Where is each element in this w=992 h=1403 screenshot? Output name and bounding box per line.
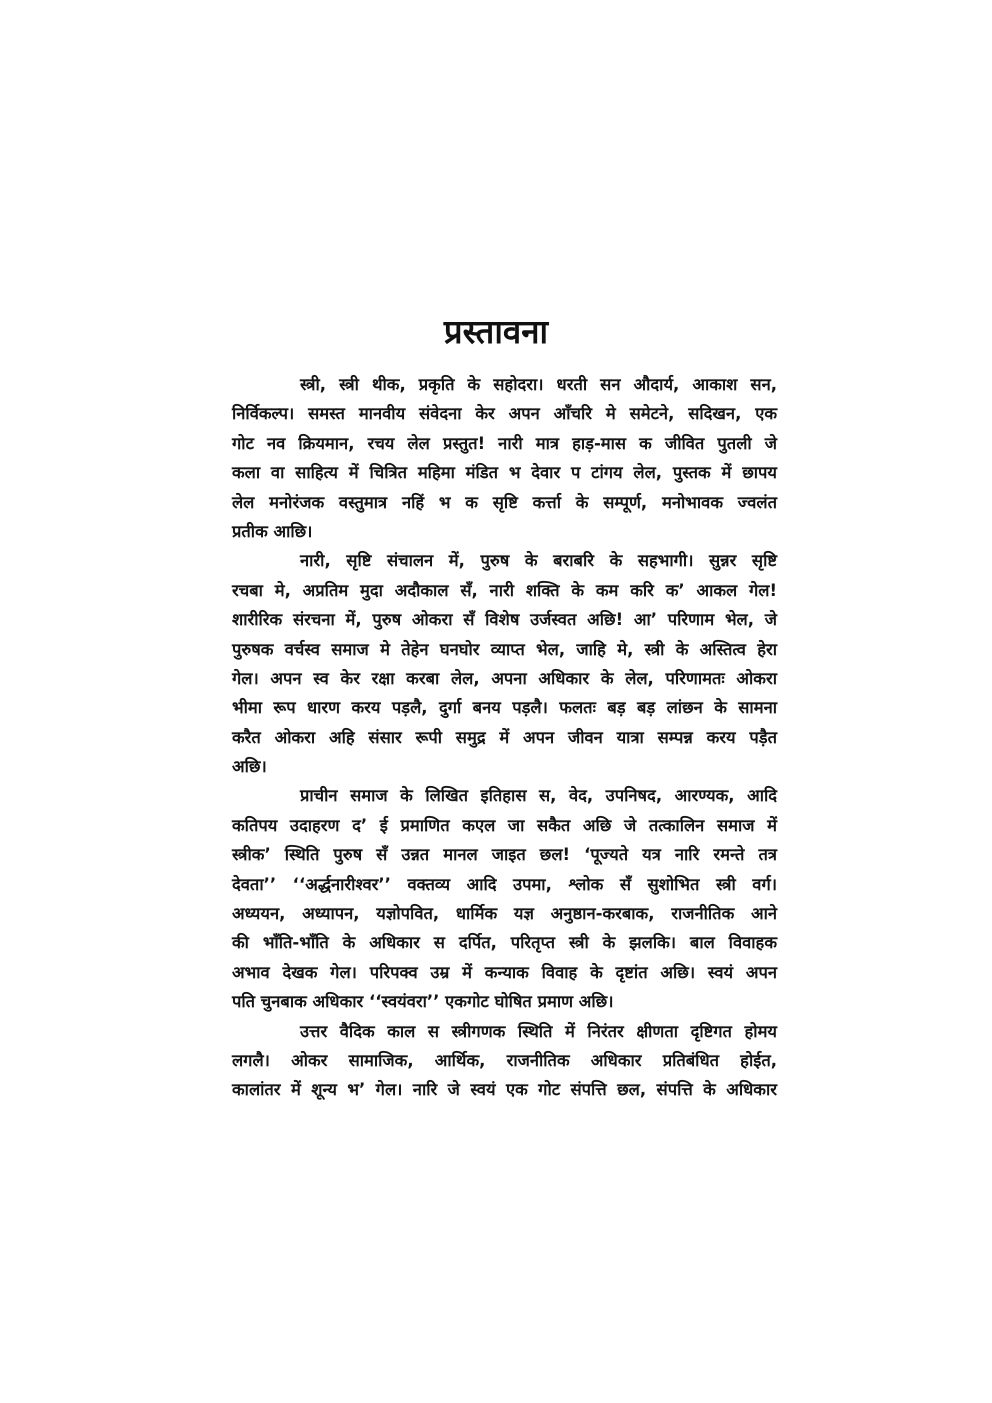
- text-line: करैत ओकरा अहि संसार रूपी समुद्र में अपन जीवन यात्रा सम्पन्न करय पड़ैत: [232, 727, 777, 747]
- text-line: लेल मनोरंजक वस्तुमात्र नहिं भ क सृष्टि कर्त्ता के सम्पूर्ण, मनोभावक ज्वलंत: [232, 492, 777, 512]
- text-line: उत्तर वैदिक काल स स्त्रीगणक स्थिति में निरंतर क्षीणता दृष्टिगत होमय: [300, 1021, 777, 1041]
- text-line: निर्विकल्प। समस्त मानवीय संवेदना केर अपन आँचरि मे समेटने, सदिखन, एक: [232, 404, 777, 424]
- text-line: प्रतीक आछि।: [232, 521, 313, 541]
- text-line: लगलै। ओकर सामाजिक, आर्थिक, राजनीतिक अधिकार प्रतिबंधित होईत,: [232, 1050, 777, 1070]
- page-title: प्रस्तावना: [443, 312, 549, 351]
- text-line: स्त्री, स्त्री थीक, प्रकृति के सहोदरा। धरती सन औदार्य, आकाश सन,: [300, 375, 777, 394]
- text-line: पति चुनबाक अधिकार ‘‘स्वयंवरा’’ एकगोट घोषित प्रमाण अछि।: [232, 992, 614, 1012]
- text-line: भीमा रूप धारण करय पड़लै, दुर्गा बनय पड़लै। फलतः बड़ बड़ लांछन के सामना: [232, 698, 777, 718]
- text-line: रचबा मे, अप्रतिम मुदा अदौकाल सँ, नारी शक्ति के कम करि क’ आकल गेल!: [232, 580, 777, 600]
- text-line: देवता’’ ‘‘अर्द्धनारीश्वर’’ वक्तव्य आदि उपमा, श्लोक सँ सुशोभित स्त्री वर्ग।: [232, 874, 777, 894]
- text-line: कालांतर में शून्य भ’ गेल। नारि जे स्वयं एक गोट संपत्ति छल, संपत्ति के अधिकार: [232, 1080, 777, 1100]
- body-text: [232, 370, 777, 1105]
- text-line: अभाव देखक गेल। परिपक्व उम्र में कन्याक विवाह के दृष्टांत अछि। स्वयं अपन: [232, 962, 777, 982]
- text-line: कतिपय उदाहरण द’ ई प्रमाणित कएल जा सकैत अछि जे तत्कालिन समाज में: [232, 815, 777, 835]
- text-line: स्त्रीक’ स्थिति पुरुष सँ उन्नत मानल जाइत छल! ‘पूज्यते यत्र नारि रमन्ते तत्र: [232, 845, 777, 865]
- text-line: शारीरिक संरचना में, पुरुष ओकरा सँ विशेष उर्जस्वत अछि! आ’ परिणाम भेल, जे: [232, 610, 777, 630]
- text-line: कला वा साहित्य में चित्रित महिमा मंडित भ देवार प टांगय लेल, पुस्तक में छापय: [232, 463, 777, 483]
- text-line: गोट नव क्रियमान, रचय लेल प्रस्तुत! नारी मात्र हाड़-मास क जीवित पुतली जे: [232, 433, 777, 453]
- text-line: अछि।: [232, 757, 267, 777]
- text-line: नारी, सृष्टि संचालन में, पुरुष के बराबरि के सहभागी। सुन्नर सृष्टि: [300, 551, 777, 571]
- text-line: गेल। अपन स्व केर रक्षा करबा लेल, अपना अधिकार के लेल, परिणामतः ओकरा: [232, 668, 777, 688]
- text-line: प्राचीन समाज के लिखित इतिहास स, वेद, उपनिषद, आरण्यक, आदि: [300, 786, 777, 806]
- text-line: की भाँति-भाँति के अधिकार स दर्पित, परितृप्त स्त्री के झलकि। बाल विवाहक: [232, 933, 777, 953]
- text-line: अध्ययन, अध्यापन, यज्ञोपवित, धार्मिक यज्ञ अनुष्ठान-करबाक, राजनीतिक आने: [232, 904, 777, 924]
- text-line: पुरुषक वर्चस्व समाज मे तेहेन घनघोर व्याप्त भेल, जाहि मे, स्त्री के अस्तित्व हेरा: [232, 639, 777, 659]
